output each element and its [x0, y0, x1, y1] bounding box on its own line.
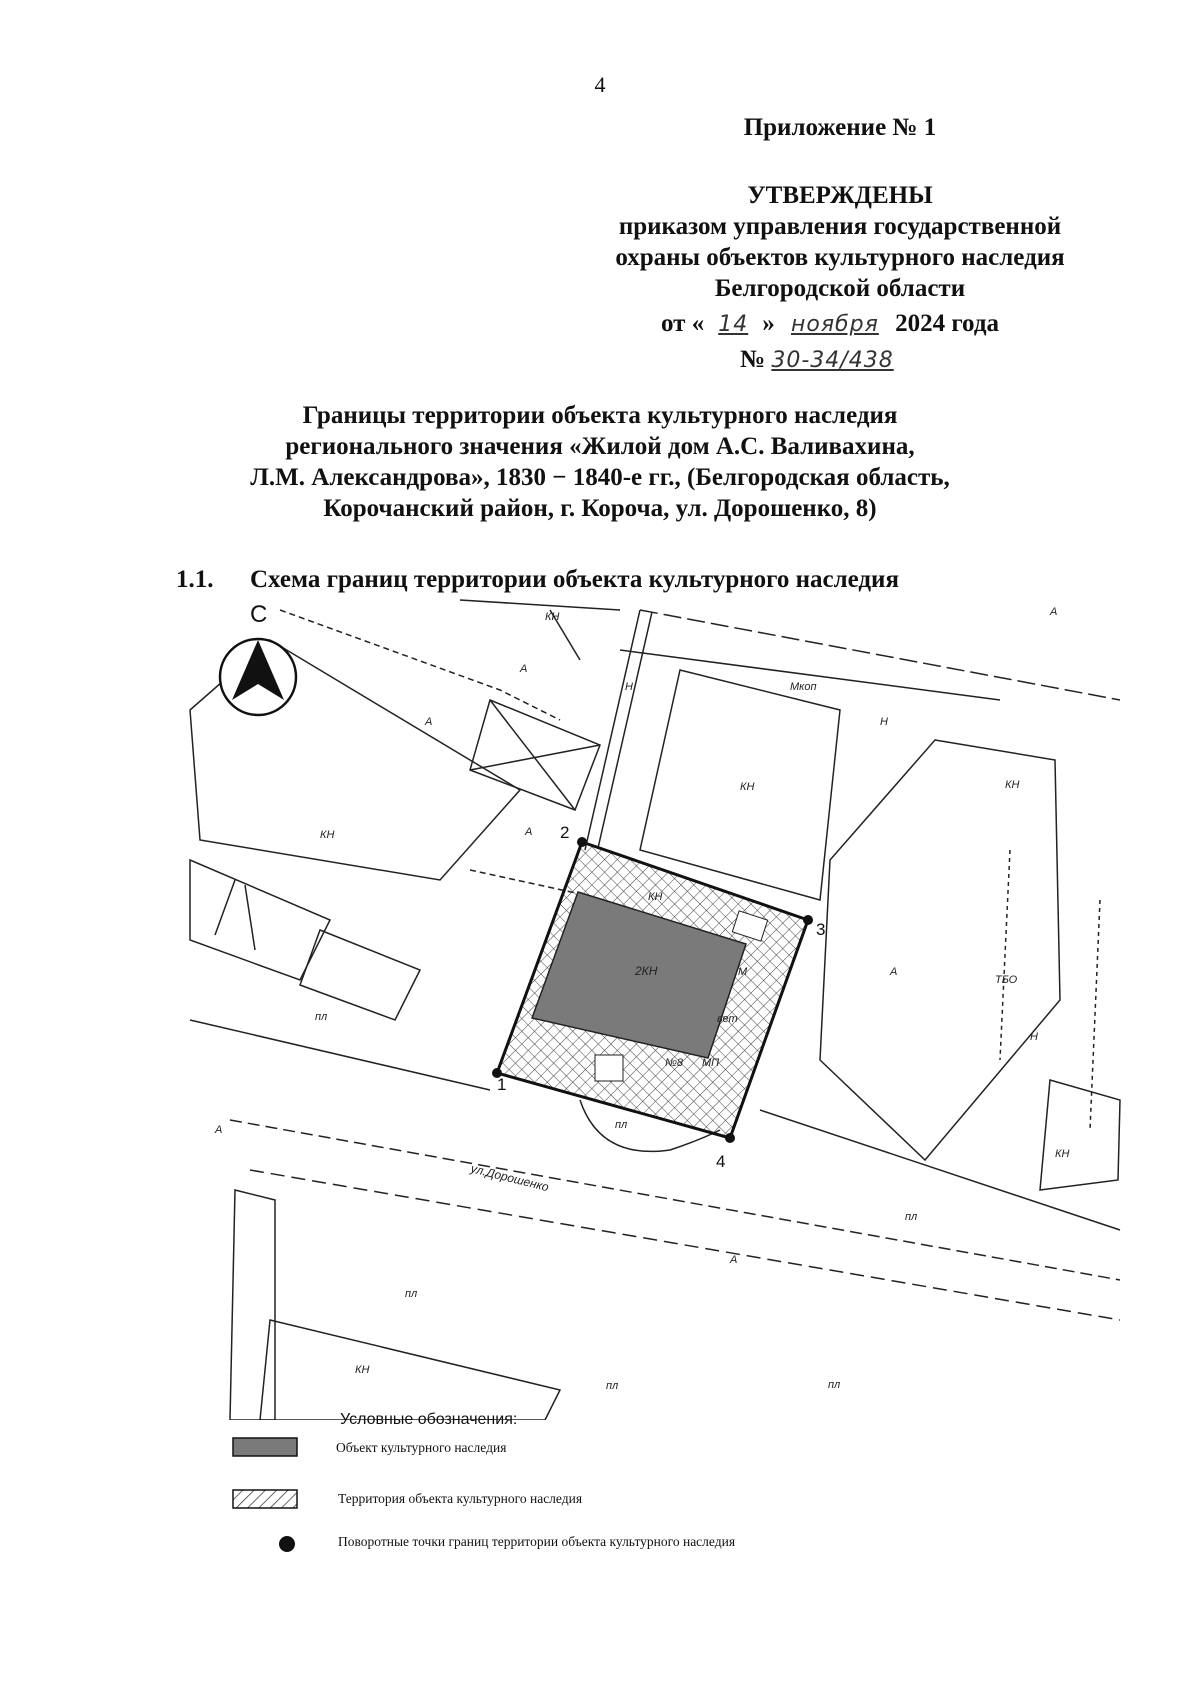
legend-object-swatch	[232, 1437, 298, 1457]
map-label: КН	[648, 891, 663, 903]
map-label: А	[425, 716, 433, 728]
map-label: А	[890, 966, 898, 978]
title-line: Границы территории объекта культурного наследия	[302, 402, 898, 429]
page-number: 4	[594, 72, 606, 97]
legend-territory-swatch	[232, 1489, 298, 1509]
date-prefix: от «	[661, 310, 705, 337]
approval-line-2: охраны объектов культурного наследия	[615, 244, 1065, 271]
building-outline	[260, 1320, 560, 1420]
map-label: КН	[320, 829, 335, 841]
building-outline	[1040, 1080, 1120, 1190]
map-label: вет	[717, 1013, 738, 1025]
section-number: 1.1.	[176, 566, 214, 593]
date-mid: »	[762, 310, 775, 337]
title-line: регионального значения «Жилой дом А.С. Валивахина,	[285, 433, 915, 460]
map-label: пл	[828, 1379, 841, 1391]
north-label: С	[250, 601, 268, 628]
point-label-3: 3	[816, 920, 826, 939]
object-label: 2КН	[635, 964, 658, 978]
approval-line-3: Белгородской области	[714, 275, 966, 302]
approved-heading: УТВЕРЖДЕНЫ	[747, 182, 933, 209]
boundary-point-2	[577, 837, 587, 847]
map-label: А	[520, 663, 528, 675]
map-label: МП	[702, 1057, 720, 1069]
point-label-1: 1	[497, 1075, 507, 1094]
map-label: ТБО	[995, 974, 1018, 986]
porch	[595, 1055, 623, 1081]
map-label: А	[1050, 606, 1058, 618]
map-label: А	[730, 1254, 738, 1266]
map-label: пл	[405, 1288, 418, 1300]
street-label: ул.Дорошенко	[469, 1161, 551, 1195]
legend-object-label: Объект культурного наследия	[336, 1440, 507, 1455]
map-label: М	[738, 966, 748, 978]
title-line: Л.М. Александрова», 1830 − 1840-е гг., (Белгородская область,	[250, 464, 950, 491]
map-label: Н	[880, 716, 888, 728]
map-label: Мкоп	[790, 681, 817, 693]
map-label: пл	[315, 1011, 328, 1023]
legend-heading: Условные обозначения:	[340, 1411, 518, 1428]
map-label: КН	[1055, 1148, 1070, 1160]
map-label: КН	[355, 1364, 370, 1376]
appendix-label: Приложение № 1	[743, 114, 937, 141]
map-label: КН	[1005, 779, 1020, 791]
map-label: №8	[665, 1057, 684, 1069]
map-label: пл	[615, 1119, 628, 1131]
legend-points-label: Поворотные точки границ территории объекта культурного наследия	[338, 1534, 736, 1549]
date-day: 14	[718, 312, 749, 337]
legend-point-icon	[278, 1535, 296, 1553]
approval-line-1: приказом управления государственной	[618, 213, 1062, 240]
date-year: 2024 года	[895, 310, 999, 337]
north-arrow-icon	[220, 601, 296, 715]
map-label: пл	[905, 1211, 918, 1223]
building-outline	[470, 700, 600, 810]
boundary-point-4	[725, 1133, 735, 1143]
map-label: А	[525, 826, 533, 838]
date-month: ноября	[790, 312, 879, 337]
boundary-point-3	[803, 915, 813, 925]
point-label-2: 2	[560, 823, 570, 842]
section-title: Схема границ территории объекта культурного наследия	[250, 566, 899, 593]
point-label-4: 4	[716, 1152, 726, 1171]
map-label: Н	[625, 681, 633, 693]
number-value: 30-34/438	[771, 348, 894, 373]
map-label: КН	[740, 781, 755, 793]
map-label: пл	[606, 1380, 619, 1392]
legend-territory-label: Территория объекта культурного наследия	[338, 1491, 583, 1506]
title-line: Корочанский район, г. Короча, ул. Дорошенко, 8)	[323, 495, 877, 522]
map-label: А	[215, 1124, 223, 1136]
map-label: КН	[545, 611, 560, 623]
map-label: Н	[1030, 1031, 1038, 1043]
building-outline	[820, 740, 1060, 1160]
number-prefix: №	[740, 346, 766, 373]
